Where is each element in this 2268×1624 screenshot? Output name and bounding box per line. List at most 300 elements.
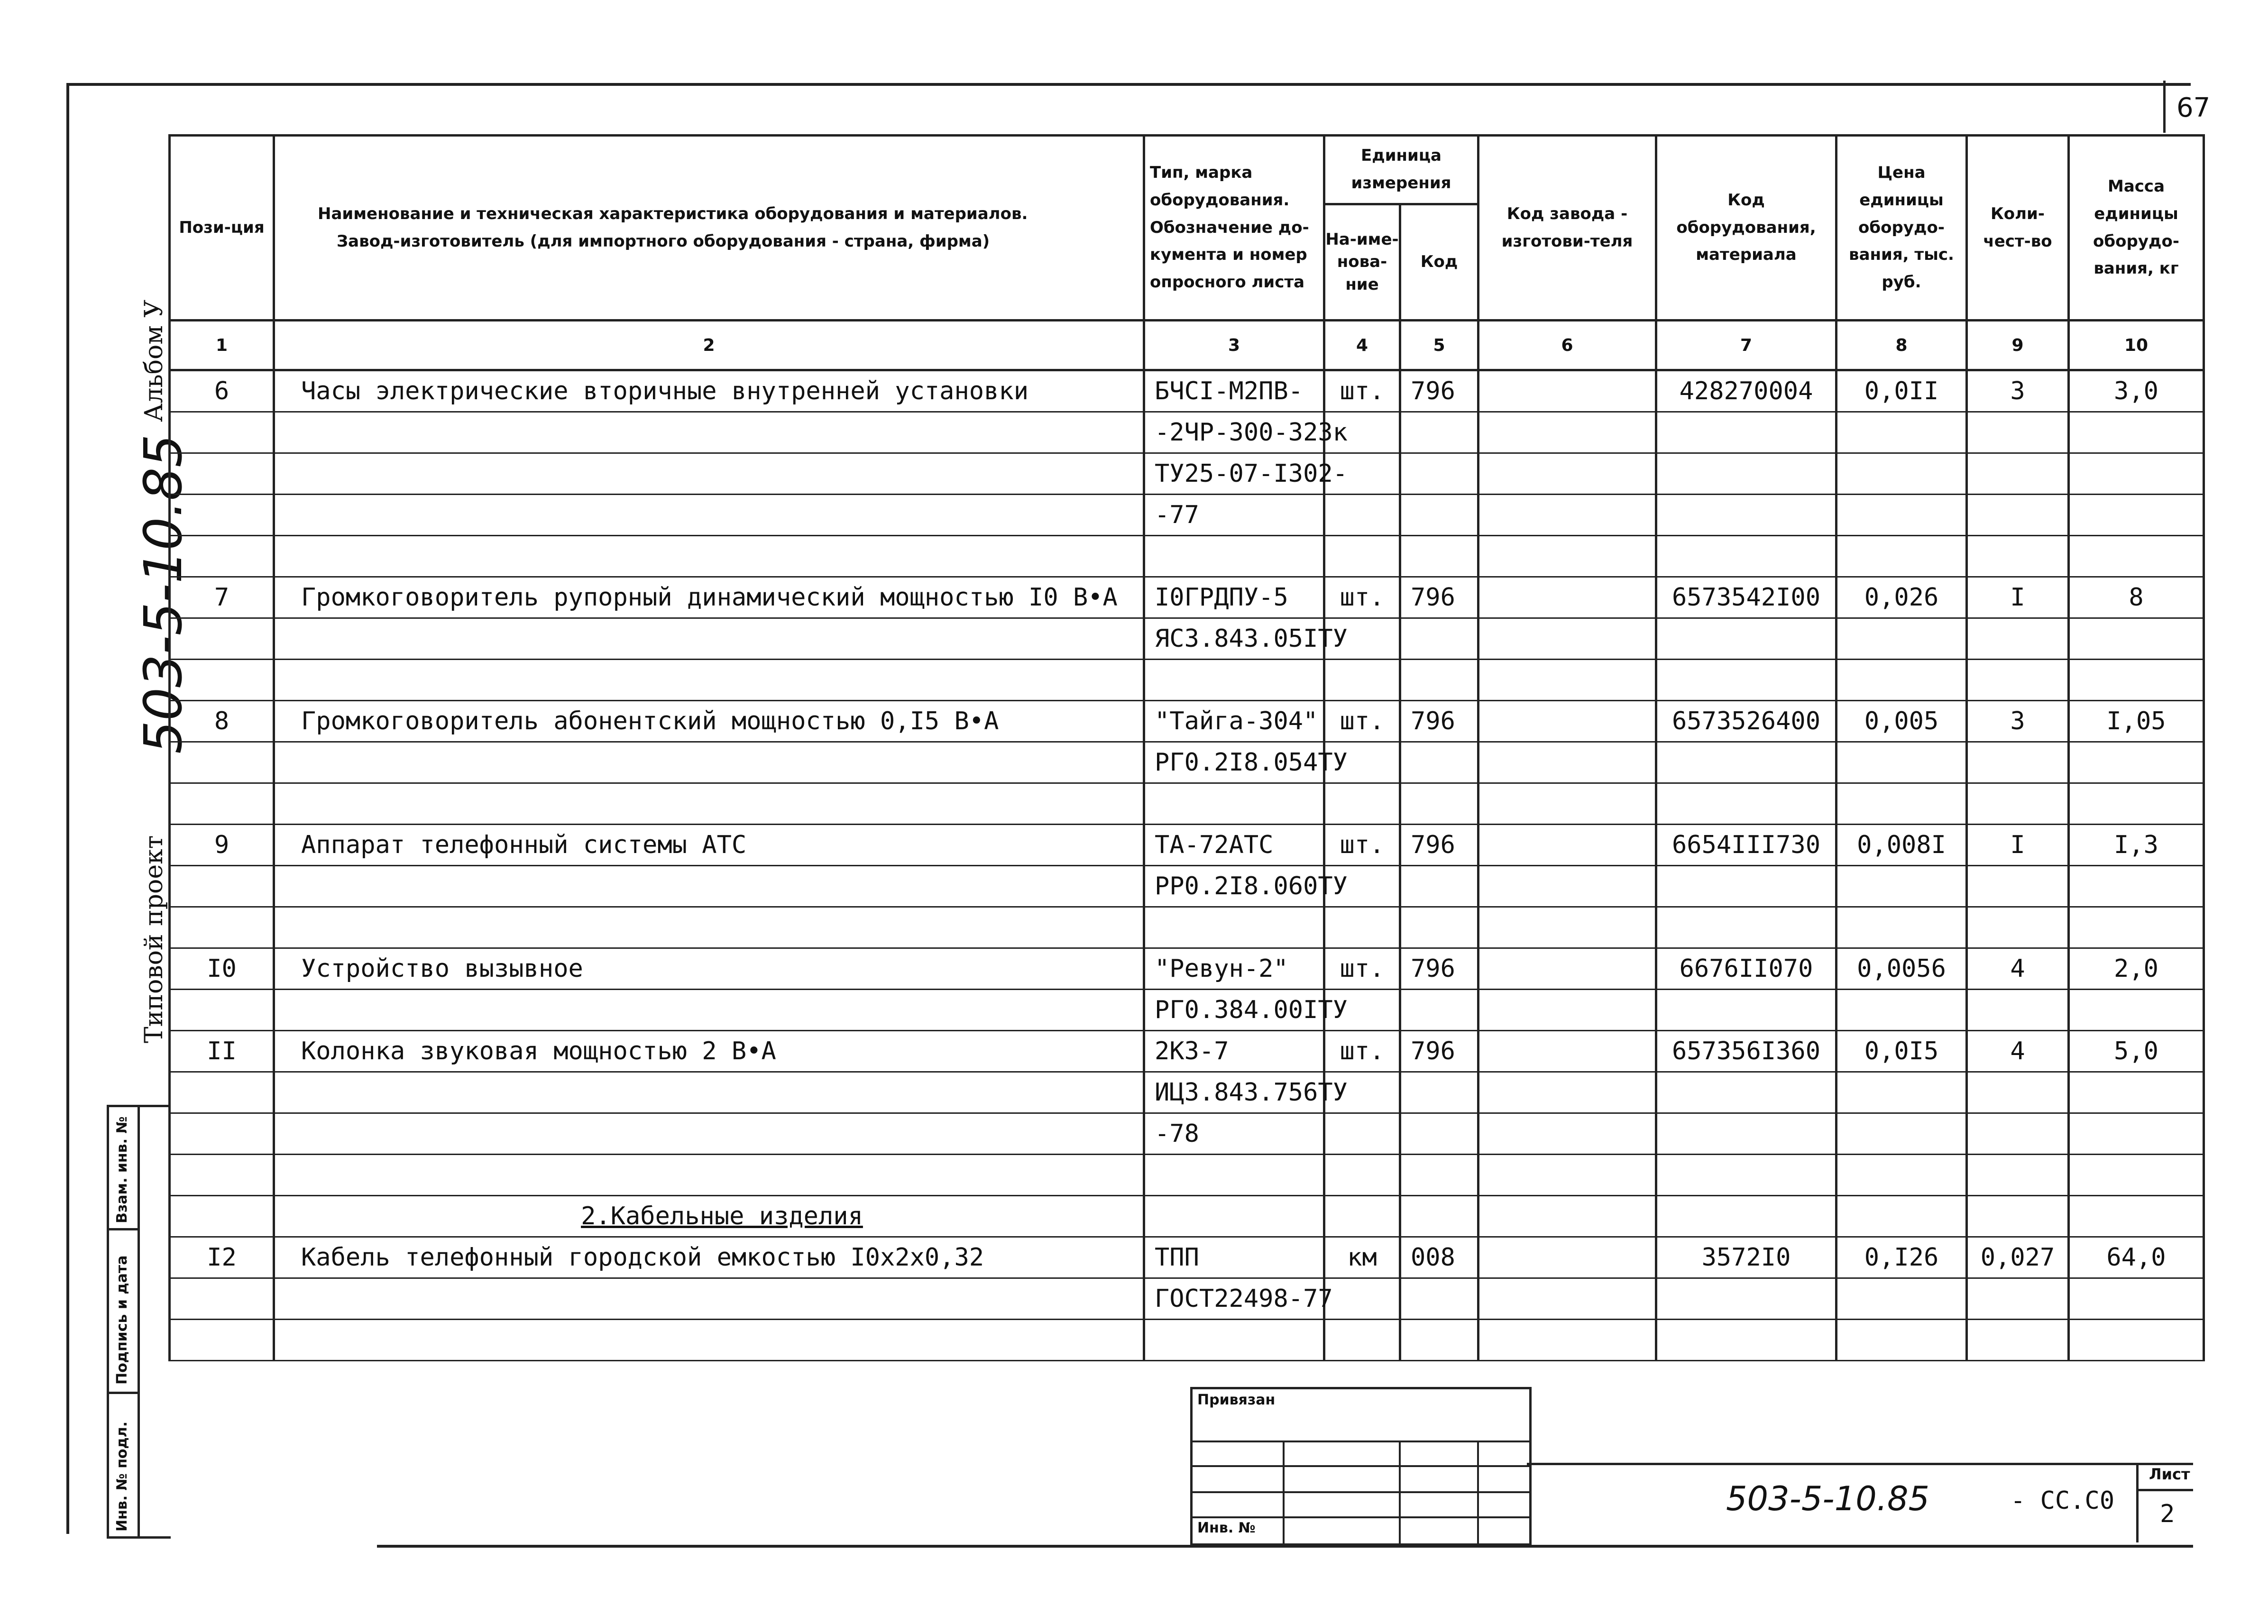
- cell-price: [1836, 742, 1967, 783]
- cell-name: Громкоговоритель абонентский мощностью 0,I5 В•А: [274, 701, 1144, 742]
- cell-equip-code: 6573526400: [1656, 701, 1836, 742]
- cell-position: [170, 1196, 274, 1237]
- col-number: 6: [1478, 321, 1656, 370]
- cell-unit-name: шт.: [1324, 370, 1400, 412]
- cell-mass: 5,0: [2069, 1031, 2204, 1072]
- cell-name: [274, 660, 1144, 701]
- cell-unit-code: [1400, 907, 1478, 948]
- cell-unit-code: 796: [1400, 701, 1478, 742]
- sheet-number-divider: [2163, 81, 2166, 133]
- table-row: [170, 907, 2204, 948]
- cell-type: [1144, 660, 1324, 701]
- col-number: 9: [1967, 321, 2069, 370]
- cell-unit-code: [1400, 1113, 1478, 1155]
- cell-equip-code: [1656, 536, 1836, 577]
- tb-vline: [1399, 1440, 1401, 1543]
- cell-factory-code: [1478, 948, 1656, 990]
- cell-mass: [2069, 742, 2204, 783]
- cell-type: -78: [1144, 1113, 1324, 1155]
- cell-factory-code: [1478, 1113, 1656, 1155]
- tb-vline: [1283, 1440, 1285, 1543]
- cell-unit-code: [1400, 495, 1478, 536]
- table-row: [170, 412, 2204, 453]
- header-mass: Масса единицы оборудо-вания, кг: [2069, 136, 2204, 321]
- cell-factory-code: [1478, 742, 1656, 783]
- cell-unit-code: 796: [1400, 825, 1478, 866]
- cell-equip-code: [1656, 907, 1836, 948]
- cell-position: [170, 536, 274, 577]
- cell-unit-name: [1324, 1155, 1400, 1196]
- sheet-value: 2: [2160, 1500, 2175, 1528]
- cell-unit-code: 008: [1400, 1237, 1478, 1278]
- cell-unit-code: [1400, 866, 1478, 907]
- cell-mass: [2069, 1155, 2204, 1196]
- cell-factory-code: [1478, 1320, 1656, 1361]
- cell-position: 9: [170, 825, 274, 866]
- cell-position: [170, 742, 274, 783]
- cell-mass: [2069, 1196, 2204, 1237]
- cell-type: [1144, 1196, 1324, 1237]
- table-row: [170, 370, 2204, 412]
- cell-type: [1144, 1320, 1324, 1361]
- cell-unit-code: [1400, 1155, 1478, 1196]
- table-row: [170, 866, 2204, 907]
- cell-qty: [1967, 453, 2069, 495]
- cell-equip-code: 428270004: [1656, 370, 1836, 412]
- stamp-cell-inv-vzam: [109, 1107, 138, 1230]
- cell-unit-name: [1324, 1113, 1400, 1155]
- cell-price: 0,026: [1836, 577, 1967, 618]
- cell-mass: [2069, 990, 2204, 1031]
- col-number: 8: [1836, 321, 1967, 370]
- cell-unit-name: шт.: [1324, 577, 1400, 618]
- cell-equip-code: [1656, 742, 1836, 783]
- cell-type: БЧСI-М2ПВ-: [1144, 370, 1324, 412]
- header-name-line1: Наименование и техническая характеристика оборудования и материалов.: [318, 204, 1028, 223]
- cell-factory-code: [1478, 577, 1656, 618]
- stamp-divider: [138, 1107, 140, 1536]
- cell-type: РГ0.384.00IТУ: [1144, 990, 1324, 1031]
- cell-qty: I: [1967, 825, 2069, 866]
- cell-equip-code: [1656, 412, 1836, 453]
- cell-type: "Ревун-2": [1144, 948, 1324, 990]
- stamp-cell-sign-date: [109, 1230, 138, 1394]
- cell-qty: 0,027: [1967, 1237, 2069, 1278]
- table-row: [170, 1320, 2204, 1361]
- cell-qty: [1967, 742, 2069, 783]
- cell-qty: [1967, 1113, 2069, 1155]
- cell-factory-code: [1478, 412, 1656, 453]
- album-label: Альбом У: [140, 300, 168, 422]
- cell-position: I2: [170, 1237, 274, 1278]
- cell-factory-code: [1478, 536, 1656, 577]
- cell-unit-name: [1324, 907, 1400, 948]
- cell-price: 0,005: [1836, 701, 1967, 742]
- cell-price: [1836, 866, 1967, 907]
- cell-unit-name: шт.: [1324, 825, 1400, 866]
- cell-mass: [2069, 412, 2204, 453]
- cell-unit-code: [1400, 1196, 1478, 1237]
- stamp-cell-inv-podl: [109, 1394, 138, 1534]
- cell-name: [274, 783, 1144, 825]
- col-number: 10: [2069, 321, 2204, 370]
- cell-factory-code: [1478, 453, 1656, 495]
- cell-unit-code: [1400, 1072, 1478, 1113]
- cell-position: [170, 412, 274, 453]
- cell-price: [1836, 1196, 1967, 1237]
- section-heading: 2.Кабельные изделия: [274, 1196, 1144, 1237]
- cell-name: [274, 990, 1144, 1031]
- inv-no-label: Инв. №: [1197, 1520, 1256, 1536]
- cell-equip-code: [1656, 1320, 1836, 1361]
- cell-equip-code: [1656, 1155, 1836, 1196]
- cell-type: ТУ25-07-I302-: [1144, 453, 1324, 495]
- cell-factory-code: [1478, 990, 1656, 1031]
- project-code-side: 503-5-10.85: [133, 434, 193, 754]
- cell-position: 6: [170, 370, 274, 412]
- cell-qty: 4: [1967, 948, 2069, 990]
- cell-factory-code: [1478, 783, 1656, 825]
- cell-unit-code: [1400, 536, 1478, 577]
- cell-name: Часы электрические вторичные внутренней установки: [274, 370, 1144, 412]
- header-unit-code: Код: [1400, 204, 1478, 321]
- header-name-line2: Завод-изготовитель (для импортного оборудования - страна, фирма): [337, 231, 990, 251]
- title-block-linked: [1190, 1387, 1532, 1546]
- table-row: [170, 495, 2204, 536]
- cell-qty: [1967, 783, 2069, 825]
- cell-qty: [1967, 907, 2069, 948]
- document-suffix: - СС.С0: [2011, 1486, 2115, 1515]
- cell-qty: [1967, 495, 2069, 536]
- frame-left-line: [66, 83, 69, 1534]
- cell-type: ЯСЗ.843.05IТУ: [1144, 618, 1324, 660]
- cell-name: [274, 495, 1144, 536]
- table-row: [170, 1278, 2204, 1320]
- cell-qty: [1967, 866, 2069, 907]
- cell-qty: [1967, 990, 2069, 1031]
- table-row: [170, 536, 2204, 577]
- cell-price: 0,0056: [1836, 948, 1967, 990]
- cell-mass: [2069, 495, 2204, 536]
- cell-name: Громкоговоритель рупорный динамический мощностью I0 В•А: [274, 577, 1144, 618]
- frame-top-line: [66, 83, 2191, 86]
- cell-name: [274, 1155, 1144, 1196]
- cell-unit-name: км: [1324, 1237, 1400, 1278]
- cell-type: ГОСТ22498-77: [1144, 1278, 1324, 1320]
- cell-qty: [1967, 1196, 2069, 1237]
- cell-factory-code: [1478, 1237, 1656, 1278]
- cell-unit-code: [1400, 742, 1478, 783]
- cell-mass: [2069, 618, 2204, 660]
- cell-type: [1144, 907, 1324, 948]
- table-row: [170, 1031, 2204, 1072]
- cell-type: I0ГРДПУ-5: [1144, 577, 1324, 618]
- cell-position: [170, 866, 274, 907]
- cell-unit-code: 796: [1400, 370, 1478, 412]
- cell-factory-code: [1478, 825, 1656, 866]
- column-number-row: [170, 321, 2204, 370]
- cell-equip-code: [1656, 1278, 1836, 1320]
- cell-position: [170, 453, 274, 495]
- cell-mass: [2069, 660, 2204, 701]
- cell-price: [1836, 536, 1967, 577]
- cell-position: [170, 1155, 274, 1196]
- cell-unit-code: [1400, 990, 1478, 1031]
- cell-unit-code: 796: [1400, 948, 1478, 990]
- cell-position: [170, 618, 274, 660]
- header-equip-code: Код оборудования, материала: [1656, 136, 1836, 321]
- col-number: 4: [1324, 321, 1400, 370]
- cell-unit-name: шт.: [1324, 701, 1400, 742]
- cell-equip-code: 3572I0: [1656, 1237, 1836, 1278]
- table-row: [170, 618, 2204, 660]
- header-factory-code: Код завода - изготови-теля: [1478, 136, 1656, 321]
- cell-price: [1836, 1155, 1967, 1196]
- cell-position: [170, 783, 274, 825]
- stamp-inv-vzam-label: Взам. инв. №: [114, 1116, 130, 1223]
- cell-mass: [2069, 536, 2204, 577]
- cell-type: РР0.2I8.060ТУ: [1144, 866, 1324, 907]
- cell-qty: 3: [1967, 701, 2069, 742]
- cell-qty: [1967, 412, 2069, 453]
- cell-type: [1144, 1155, 1324, 1196]
- cell-price: [1836, 1320, 1967, 1361]
- table-row: [170, 701, 2204, 742]
- cell-price: [1836, 1072, 1967, 1113]
- cell-position: [170, 907, 274, 948]
- cell-equip-code: [1656, 1196, 1836, 1237]
- cell-type: ТПП: [1144, 1237, 1324, 1278]
- cell-name: [274, 1320, 1144, 1361]
- cell-name: [274, 742, 1144, 783]
- cell-factory-code: [1478, 1278, 1656, 1320]
- cell-position: 7: [170, 577, 274, 618]
- cell-mass: [2069, 453, 2204, 495]
- cell-equip-code: [1656, 1113, 1836, 1155]
- cell-position: 8: [170, 701, 274, 742]
- cell-unit-name: [1324, 1320, 1400, 1361]
- cell-unit-code: 796: [1400, 1031, 1478, 1072]
- table-row: [170, 1196, 2204, 1237]
- table-row: [170, 990, 2204, 1031]
- stamp-inv-podl-label: Инв. № подл.: [114, 1421, 130, 1532]
- header-unit: Единица измерения: [1324, 136, 1478, 204]
- cell-qty: 4: [1967, 1031, 2069, 1072]
- cell-equip-code: [1656, 618, 1836, 660]
- cell-mass: I,3: [2069, 825, 2204, 866]
- cell-type: [1144, 536, 1324, 577]
- cell-equip-code: [1656, 495, 1836, 536]
- cell-mass: [2069, 1113, 2204, 1155]
- cell-equip-code: 6654III730: [1656, 825, 1836, 866]
- cell-qty: 3: [1967, 370, 2069, 412]
- cell-unit-name: [1324, 1278, 1400, 1320]
- cell-position: [170, 1320, 274, 1361]
- header-name: [274, 136, 1144, 321]
- cell-position: I0: [170, 948, 274, 990]
- cell-type: ИЦЗ.843.756ТУ: [1144, 1072, 1324, 1113]
- cell-factory-code: [1478, 866, 1656, 907]
- linked-label: Привязан: [1197, 1392, 1276, 1408]
- cell-name: [274, 412, 1144, 453]
- cell-name: [274, 1278, 1144, 1320]
- cell-name: [274, 536, 1144, 577]
- cell-qty: [1967, 536, 2069, 577]
- stamp-sign-date-label: Подпись и дата: [114, 1255, 130, 1385]
- table-row: [170, 742, 2204, 783]
- cell-price: [1836, 990, 1967, 1031]
- specification-table: [168, 134, 2205, 1361]
- table-row: [170, 1072, 2204, 1113]
- cell-mass: 8: [2069, 577, 2204, 618]
- tb-vline: [1477, 1440, 1479, 1543]
- cell-name: [274, 1072, 1144, 1113]
- cell-unit-code: [1400, 453, 1478, 495]
- col-number: 2: [274, 321, 1144, 370]
- cell-name: [274, 453, 1144, 495]
- cell-unit-name: шт.: [1324, 1031, 1400, 1072]
- cell-type: -77: [1144, 495, 1324, 536]
- col-number: 1: [170, 321, 274, 370]
- cell-mass: 2,0: [2069, 948, 2204, 990]
- cell-equip-code: 6676II070: [1656, 948, 1836, 990]
- cell-qty: [1967, 1278, 2069, 1320]
- sheet-box: [2136, 1464, 2193, 1542]
- col-number: 3: [1144, 321, 1324, 370]
- cell-factory-code: [1478, 1155, 1656, 1196]
- cell-unit-name: [1324, 536, 1400, 577]
- cell-position: II: [170, 1031, 274, 1072]
- cell-equip-code: [1656, 453, 1836, 495]
- col-number: 7: [1656, 321, 1836, 370]
- cell-equip-code: [1656, 866, 1836, 907]
- cell-position: [170, 495, 274, 536]
- cell-price: [1836, 495, 1967, 536]
- cell-equip-code: [1656, 990, 1836, 1031]
- cell-price: 0,008I: [1836, 825, 1967, 866]
- cell-price: [1836, 453, 1967, 495]
- cell-factory-code: [1478, 660, 1656, 701]
- cell-equip-code: [1656, 1072, 1836, 1113]
- cell-qty: [1967, 618, 2069, 660]
- cell-unit-name: [1324, 1196, 1400, 1237]
- cell-type: "Тайга-304": [1144, 701, 1324, 742]
- cell-name: Кабель телефонный городской емкостью I0х2х0,32: [274, 1237, 1144, 1278]
- cell-unit-code: [1400, 618, 1478, 660]
- cell-price: [1836, 907, 1967, 948]
- cell-factory-code: [1478, 618, 1656, 660]
- col-number: 5: [1400, 321, 1478, 370]
- cell-price: [1836, 618, 1967, 660]
- cell-position: [170, 1278, 274, 1320]
- header-type: Тип, марка оборудования. Обозначение до-кумента и номер опросного листа: [1144, 136, 1324, 321]
- cell-equip-code: 6573542I00: [1656, 577, 1836, 618]
- cell-name: Устройство вызывное: [274, 948, 1144, 990]
- sheet-box-divider: [2139, 1489, 2193, 1491]
- cell-type: 2КЗ-7: [1144, 1031, 1324, 1072]
- cell-price: [1836, 412, 1967, 453]
- cell-type: -2ЧР-300-323к: [1144, 412, 1324, 453]
- cell-name: [274, 907, 1144, 948]
- cell-unit-code: [1400, 1278, 1478, 1320]
- title-block-top-line: [1527, 1463, 2193, 1465]
- cell-mass: [2069, 907, 2204, 948]
- cell-equip-code: 657356I360: [1656, 1031, 1836, 1072]
- cell-equip-code: [1656, 783, 1836, 825]
- cell-mass: 64,0: [2069, 1237, 2204, 1278]
- cell-qty: [1967, 660, 2069, 701]
- cell-factory-code: [1478, 370, 1656, 412]
- sheet-number: 67: [2176, 92, 2211, 123]
- cell-price: 0,I26: [1836, 1237, 1967, 1278]
- cell-mass: [2069, 866, 2204, 907]
- cell-unit-name: [1324, 495, 1400, 536]
- table-row: [170, 948, 2204, 990]
- cell-unit-name: шт.: [1324, 948, 1400, 990]
- cell-price: [1836, 1278, 1967, 1320]
- cell-factory-code: [1478, 495, 1656, 536]
- cell-unit-code: 796: [1400, 577, 1478, 618]
- sheet-label: Лист: [2149, 1465, 2190, 1483]
- cell-price: [1836, 660, 1967, 701]
- cell-factory-code: [1478, 1031, 1656, 1072]
- cell-name: Колонка звуковая мощностью 2 В•А: [274, 1031, 1144, 1072]
- side-stamp: [107, 1105, 171, 1539]
- cell-unit-name: [1324, 783, 1400, 825]
- cell-mass: [2069, 1320, 2204, 1361]
- cell-price: [1836, 783, 1967, 825]
- header-price: Цена единицы оборудо-вания, тыс. руб.: [1836, 136, 1967, 321]
- cell-mass: [2069, 1072, 2204, 1113]
- table-row: [170, 453, 2204, 495]
- cell-factory-code: [1478, 907, 1656, 948]
- cell-qty: [1967, 1155, 2069, 1196]
- cell-unit-code: [1400, 783, 1478, 825]
- table-row: [170, 660, 2204, 701]
- cell-factory-code: [1478, 701, 1656, 742]
- cell-equip-code: [1656, 660, 1836, 701]
- header-unit-name: На-име-нова-ние: [1324, 204, 1400, 321]
- table-body: [170, 370, 2204, 1361]
- cell-position: [170, 990, 274, 1031]
- table-row: [170, 1237, 2204, 1278]
- cell-qty: [1967, 1320, 2069, 1361]
- cell-name: [274, 866, 1144, 907]
- cell-type: [1144, 783, 1324, 825]
- table-row: [170, 783, 2204, 825]
- cell-qty: [1967, 1072, 2069, 1113]
- cell-position: [170, 1072, 274, 1113]
- table-row: [170, 1113, 2204, 1155]
- cell-unit-name: [1324, 660, 1400, 701]
- cell-factory-code: [1478, 1072, 1656, 1113]
- cell-mass: [2069, 1278, 2204, 1320]
- cell-name: Аппарат телефонный системы АТС: [274, 825, 1144, 866]
- typical-project-label: Типовой проект: [140, 835, 168, 1043]
- cell-unit-code: [1400, 412, 1478, 453]
- header-qty: Коли-чест-во: [1967, 136, 2069, 321]
- cell-mass: I,05: [2069, 701, 2204, 742]
- cell-mass: [2069, 783, 2204, 825]
- table-row: [170, 1155, 2204, 1196]
- cell-factory-code: [1478, 1196, 1656, 1237]
- cell-qty: I: [1967, 577, 2069, 618]
- cell-name: [274, 618, 1144, 660]
- table-row: [170, 825, 2204, 866]
- cell-position: [170, 660, 274, 701]
- header-row: [170, 136, 2204, 204]
- table-row: [170, 577, 2204, 618]
